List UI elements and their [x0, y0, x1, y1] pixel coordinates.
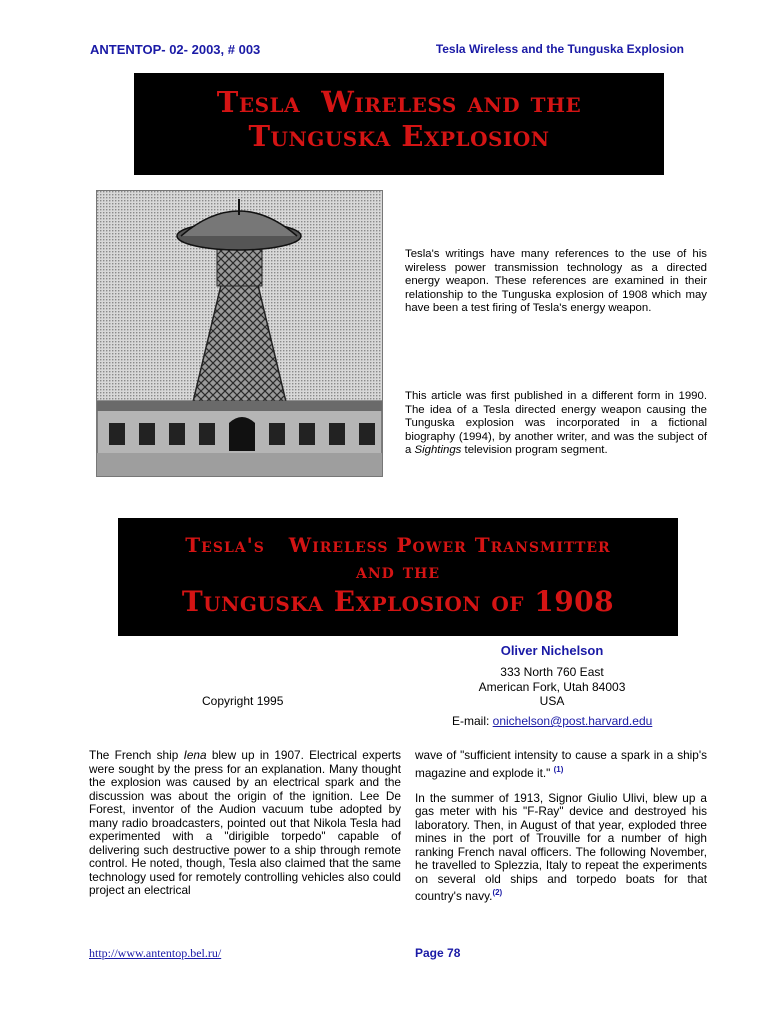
article-title-line-1: Tesla's Wireless Power Transmitter — [185, 533, 611, 557]
issue-header: ANTENTOP- 02- 2003, # 003 — [90, 42, 261, 57]
author-address — [432, 665, 672, 709]
title-line-2: Tunguska Explosion — [248, 119, 550, 153]
reference-marker-1[interactable]: (1) — [553, 764, 564, 774]
running-title: Tesla Wireless and the Tunguska Explosion — [435, 42, 684, 56]
article-title-banner — [118, 518, 678, 636]
sightings-title: Sightings — [414, 444, 462, 457]
body-column-right — [415, 749, 707, 904]
footer-website-link[interactable]: http://www.antentop.bel.ru/ — [89, 946, 222, 960]
title-banner — [134, 73, 664, 175]
body-right-text-1: wave of "sufficient intensity to cause a spark in a ship's magazine and explode it." — [415, 748, 707, 780]
email-row — [452, 714, 652, 728]
wardenclyffe-tower-illustration — [97, 191, 382, 476]
intro-paragraph-2 — [405, 390, 707, 458]
body-right-paragraph-1 — [415, 749, 707, 780]
body-column-left — [89, 749, 401, 898]
address-line-2: American Fork, Utah 84003 — [478, 679, 626, 694]
address-line-3: USA — [539, 694, 565, 708]
body-left-text-start: The French ship — [89, 748, 184, 762]
tesla-tower-photo — [96, 190, 383, 477]
article-title-line-3: Tunguska Explosion of 1908 — [181, 585, 615, 618]
page-number: Page 78 — [415, 946, 461, 960]
intro-paragraph-2-end: television program segment. — [461, 444, 608, 457]
body-right-paragraph-2 — [415, 792, 707, 904]
email-link[interactable]: onichelson@post.harvard.edu — [492, 714, 653, 728]
body-right-text-2: In the summer of 1913, Signor Giulio Ulivi, blew up a gas meter with his "F-Ray" device and destroyed his laboratory. Then, in August of that year, exploded three mines in the port of Trouville for a number of high ranking French naval officers. The following November, he travelled to Splezzia, Italy to repeat the experiments on several old ships and torpedo boats for that country's navy. — [415, 790, 707, 904]
article-title-line-2: and the — [355, 559, 441, 583]
body-left-text: blew up in 1907. Electrical experts were sought by the press for an explanation. Many thought the explosion was caused by an electrical spark and the discussion was about the origin of the ignition. Lee De Forest, inventor of the Audion vacuum tube adopted by many radio broadcasters, pointed out that Nikola Tesla had experimented with a "dirigible torpedo" capable of delivering such destructive power to a ship through remote control. He noted, though, Tesla also claimed that the same technology used for remotely controlling vehicles also could project an electrical — [89, 748, 401, 897]
reference-marker-2[interactable]: (2) — [492, 888, 503, 898]
ship-name: Iena — [183, 748, 207, 762]
email-label: E-mail: — [452, 714, 493, 728]
intro-paragraph-1: Tesla's writings have many references to the use of his wireless power transmission technology as a directed energy weapon. These references are examined in their relationship to the Tunguska explosion of 1908 which may have been a test firing of Tesla's energy weapon. — [405, 248, 707, 315]
author-name: Oliver Nichelson — [500, 643, 604, 658]
address-line-1: 333 North 760 East — [500, 665, 604, 679]
copyright-notice: Copyright 1995 — [202, 694, 284, 708]
intro-paragraph-2-text: This article was first published in a different form in 1990. The idea of a Tesla directed energy weapon causing the Tunguska explosion was incorporated in a fictional biography (1994), by another writer, and was the subject of a — [405, 390, 707, 457]
title-line-1: Tesla Wireless and the — [216, 85, 582, 119]
